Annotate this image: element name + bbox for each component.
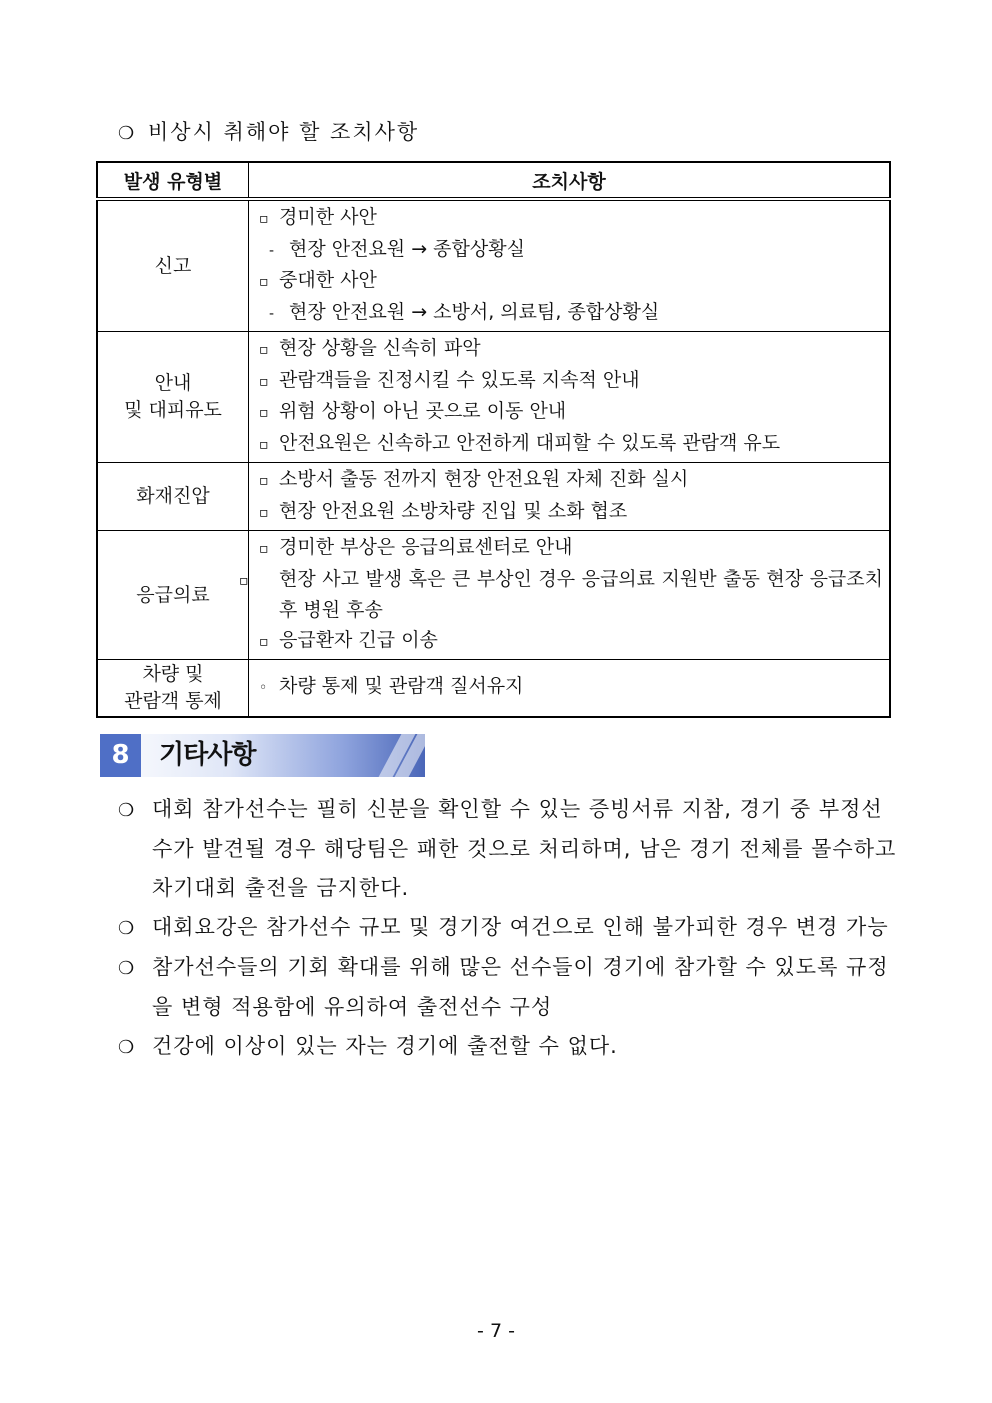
section-8-items	[118, 790, 898, 1067]
action-item	[239, 565, 883, 626]
square-bullet-icon: ▫	[259, 633, 269, 650]
table-row	[97, 660, 890, 718]
row-category	[97, 463, 249, 531]
list-item	[118, 1027, 898, 1067]
dash-marker: -	[269, 242, 275, 259]
item-text: 대회요강은 참가선수 규모 및 경기장 여건으로 인해 불가피한 경우 변경 가능	[152, 915, 889, 939]
circle-bullet-icon: ❍	[118, 1037, 136, 1058]
page-number: - 7 -	[477, 1320, 515, 1342]
action-item	[259, 366, 883, 398]
square-bullet-icon: ▫	[259, 405, 269, 421]
section-title: 기타사항	[159, 740, 256, 770]
square-bullet-icon: ▫	[239, 572, 249, 589]
category-line: 차량 및	[142, 663, 204, 685]
square-bullet-icon: ▫	[259, 211, 269, 227]
row-actions	[249, 332, 891, 463]
emergency-measures-table	[96, 161, 891, 718]
action-item	[259, 235, 883, 267]
circle-bullet-icon: ❍	[118, 958, 136, 979]
section-8-banner	[100, 734, 425, 777]
row-actions	[249, 463, 891, 531]
table-row	[97, 199, 890, 332]
action-item	[259, 203, 883, 235]
action-text: 소방서 출동 전까지 현장 안전요원 자체 진화 실시	[279, 468, 689, 490]
header-actions: 조치사항	[249, 162, 891, 199]
square-bullet-icon: ▫	[259, 504, 269, 521]
action-item	[259, 672, 883, 704]
square-bullet-icon: ▫	[259, 436, 269, 453]
row-actions	[249, 660, 891, 718]
row-category	[97, 199, 249, 332]
action-text: 현장 안전요원 소방차량 진입 및 소화 협조	[279, 499, 628, 522]
category-line: 안내	[154, 372, 192, 394]
list-item	[118, 948, 898, 1027]
header-category: 발생 유형별	[97, 162, 249, 199]
table-row	[97, 531, 890, 660]
category-line: 응급의료	[136, 583, 210, 606]
square-bullet-icon: ▫	[259, 373, 269, 390]
table-header-row	[97, 162, 890, 199]
row-category	[97, 332, 249, 463]
action-text: 차량 통제 및 관람객 질서유지	[279, 675, 524, 698]
action-item	[259, 533, 883, 565]
action-item	[259, 429, 883, 461]
item-text: 대회 참가선수는 필히 신분을 확인할 수 있는 증빙서류 지참, 경기 중 부정선수가 발견될 경우 해당팀은 패한 것으로 처리하며, 남은 경기 전체를 몰수하고 차기대회 출전을 금지한다.	[152, 797, 897, 900]
section-heading	[118, 116, 419, 146]
row-category	[97, 531, 249, 660]
action-text: 위험 상황이 아닌 곳으로 이동 안내	[279, 400, 567, 422]
category-line: 관람객 통제	[124, 690, 222, 712]
row-actions	[249, 199, 891, 332]
action-item	[259, 266, 883, 298]
action-text: 관람객들을 진정시킬 수 있도록 지속적 안내	[279, 368, 640, 391]
square-bullet-icon: ▫	[259, 342, 269, 358]
item-text: 참가선수들의 기회 확대를 위해 많은 선수들이 경기에 참가할 수 있도록 규정을 변형 적용함에 유의하여 출전선수 구성	[152, 955, 889, 1019]
circle-bullet-icon: ❍	[118, 918, 136, 939]
table-row	[97, 332, 890, 463]
action-item	[259, 497, 883, 529]
category-line: 신고	[154, 254, 192, 277]
action-text: 현장 상황을 신속히 파악	[279, 337, 481, 359]
row-actions	[239, 531, 891, 660]
action-item	[259, 298, 883, 330]
dash-marker: -	[269, 305, 275, 322]
action-text: 중대한 사안	[279, 269, 377, 291]
circle-bullet-icon: ❍	[118, 800, 136, 821]
action-text: 현장 안전요원 → 소방서, 의료팀, 종합상황실	[289, 300, 660, 323]
category-line: 및 대피유도	[124, 399, 222, 421]
action-text: 현장 안전요원 → 종합상황실	[289, 237, 525, 260]
list-item	[118, 908, 898, 948]
action-text: 응급환자 긴급 이송	[279, 628, 438, 651]
square-bullet-icon: ▫	[259, 274, 269, 290]
action-text: 경미한 부상은 응급의료센터로 안내	[279, 536, 573, 558]
square-bullet-icon: ▫	[259, 473, 269, 489]
list-item	[118, 790, 898, 908]
action-item	[259, 334, 883, 366]
row-category	[97, 660, 249, 718]
action-text: 안전요원은 신속하고 안전하게 대피할 수 있도록 관람객 유도	[279, 431, 781, 454]
category-line: 화재진압	[136, 485, 210, 507]
table-row	[97, 463, 890, 531]
square-bullet-icon: ▫	[259, 541, 269, 557]
action-text: 경미한 사안	[279, 206, 377, 228]
action-item	[259, 397, 883, 429]
section-number: 8	[100, 734, 141, 777]
action-text: 현장 사고 발생 혹은 큰 부상인 경우 응급의료 지원반 출동 현장 응급조치 후 병원 후송	[279, 567, 883, 621]
action-item	[259, 626, 883, 658]
circle-bullet-icon: ❍	[118, 123, 137, 144]
section-heading-text: 비상시 취해야 할 조치사항	[148, 120, 420, 144]
item-text: 건강에 이상이 있는 자는 경기에 출전할 수 없다.	[152, 1034, 618, 1058]
square-bullet-icon: ◦	[259, 680, 268, 697]
action-item	[259, 465, 883, 497]
